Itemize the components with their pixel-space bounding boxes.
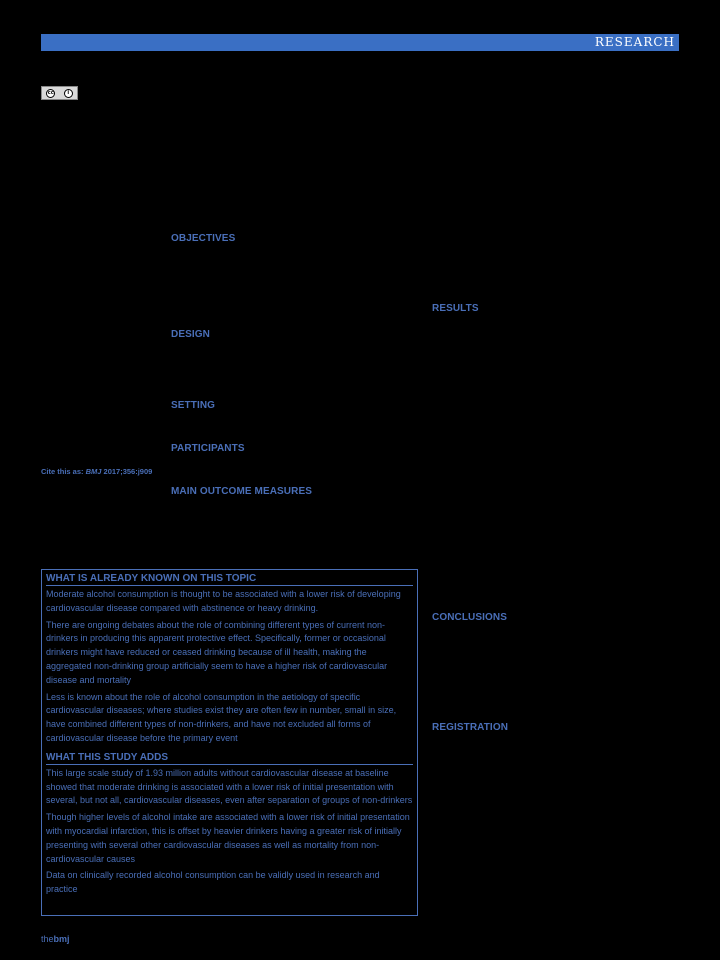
heading-setting: SETTING (171, 400, 216, 411)
heading-objectives: OBJECTIVES (171, 233, 236, 244)
known-point: There are ongoing debates about the role of combining different types of current non-drinkers in producing this apparent protective effect. Specifically, former or occasional drinkers might have reduced or ceased drinking because of ill health, making the aggregated non-drinking group artificially seem to have a higher risk of cardiovascular disease and mortality (46, 619, 388, 685)
known-title: WHAT IS ALREADY KNOWN ON THIS TOPIC (46, 573, 413, 586)
section-label: RESEARCH (594, 35, 675, 49)
heading-conclusions: CONCLUSIONS (432, 612, 507, 623)
section-header-bar (41, 34, 679, 51)
adds-point: Data on clinically recorded alcohol consumption can be validly used in research and practice (46, 870, 380, 895)
cc-circle-icon: cc (47, 90, 54, 96)
attribution-icon: i (64, 89, 73, 98)
heading-participants: PARTICIPANTS (171, 443, 245, 454)
heading-design: DESIGN (171, 329, 210, 340)
heading-main-outcome-measures: MAIN OUTCOME MEASURES (171, 486, 312, 497)
summary-box (41, 569, 418, 916)
known-point: Less is known about the role of alcohol consumption in the aetiology of specific cardiovascular diseases; where studies exist they are often few in number, small in size, have combined different types of non-drinkers, and have not excluded all forms of cardiovascular disease before the primary event (46, 691, 397, 743)
heading-results: RESULTS (432, 303, 479, 314)
heading-registration: REGISTRATION (432, 722, 509, 733)
adds-title: WHAT THIS STUDY ADDS (46, 752, 413, 765)
adds-point: Though higher levels of alcohol intake are associated with a lower risk of initial presentation with myocardial infarction, this is offset by heavier drinkers having a greater risk of initially presenting with several other cardiovascular diseases as well as mortality from non-cardiovascular causes (46, 812, 410, 864)
cite-prefix: Cite this as: (41, 467, 86, 476)
cite-journal: BMJ (85, 467, 102, 476)
citation-line (41, 467, 152, 476)
logo-prefix: the (41, 934, 54, 944)
cite-ref: 2017;356:j909 (101, 467, 153, 476)
logo-main: bmj (53, 934, 70, 944)
journal-logo (41, 934, 70, 944)
adds-point: This large scale study of 1.93 million adults without cardiovascular disease at baseline showed that moderate drinking is associated with a lower risk of initial presentation with several, but not all, cardiovascular diseases, even after separation of groups of non-drinkers (46, 767, 413, 806)
known-point: Moderate alcohol consumption is thought to be associated with a lower risk of developing cardiovascular disease compared with abstinence or heavy drinking. (46, 589, 401, 613)
creative-commons-icon (41, 86, 78, 100)
